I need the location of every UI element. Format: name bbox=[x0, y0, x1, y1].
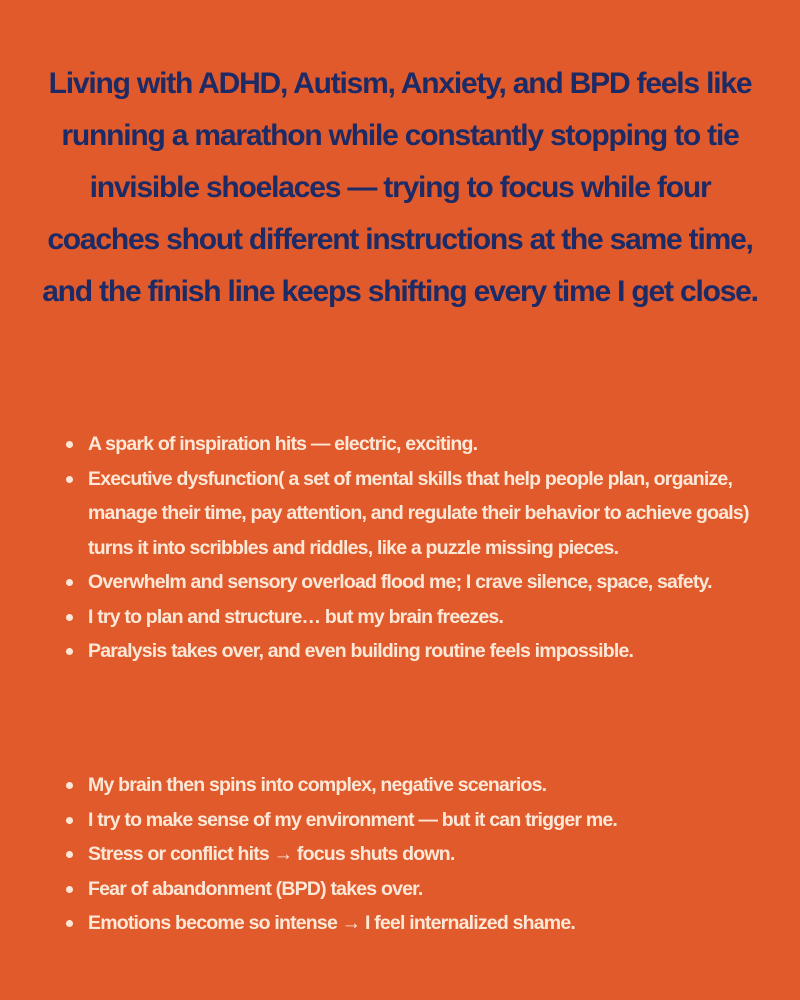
bullet-dot-icon bbox=[66, 886, 73, 893]
list-item-text: Fear of abandonment (BPD) takes over. bbox=[88, 877, 423, 900]
list-item bbox=[66, 600, 756, 635]
list-item-text: My brain then spins into complex, negative scenarios. bbox=[88, 774, 547, 796]
bullet-list-2 bbox=[66, 768, 756, 941]
list-item-text: Stress or conflict hits → focus shuts down. bbox=[88, 843, 455, 865]
list-item-text: Emotions become so intense → I feel internalized shame. bbox=[88, 912, 575, 934]
bullet-list-1 bbox=[66, 427, 756, 669]
bullet-dot-icon bbox=[66, 614, 73, 621]
bullet-dot-icon bbox=[66, 579, 73, 586]
list-item-text: Overwhelm and sensory overload flood me; I crave silence, space, safety. bbox=[88, 571, 712, 593]
list-item bbox=[66, 768, 756, 803]
bullet-dot-icon bbox=[66, 441, 73, 448]
bullet-dot-icon bbox=[66, 851, 73, 858]
list-item bbox=[66, 872, 756, 907]
list-item-text: Paralysis takes over, and even building routine feels impossible. bbox=[88, 640, 634, 662]
list-item bbox=[66, 462, 756, 566]
bullet-dot-icon bbox=[66, 648, 73, 655]
bullet-dot-icon bbox=[66, 920, 73, 927]
bullet-dot-icon bbox=[66, 476, 73, 483]
bullet-dot-icon bbox=[66, 817, 73, 824]
list-item bbox=[66, 565, 756, 600]
headline: Living with ADHD, Autism, Anxiety, and BPD feels like running a marathon while constantly stopping to tie invisible shoelaces — trying to focus while four coaches shout different instructions at the same time, and the finish line keeps shifting every time I get close. bbox=[42, 67, 758, 308]
bullet-dot-icon bbox=[66, 782, 73, 789]
list-item bbox=[66, 837, 756, 872]
list-item bbox=[66, 427, 756, 462]
list-item-text: Executive dysfunction( a set of mental skills that help people plan, organize, manage their time, pay attention, and regulate their behavior to achieve goals) turns it into scribbles and riddles, like a puzzle missing pieces. bbox=[88, 467, 749, 559]
list-item bbox=[66, 906, 756, 941]
list-item bbox=[66, 634, 756, 669]
list-item-text: A spark of inspiration hits — electric, exciting. bbox=[88, 433, 478, 455]
list-item-text: I try to make sense of my environment — but it can trigger me. bbox=[88, 808, 618, 831]
list-item-text: I try to plan and structure… but my brain freezes. bbox=[88, 605, 504, 628]
list-item bbox=[66, 803, 756, 838]
